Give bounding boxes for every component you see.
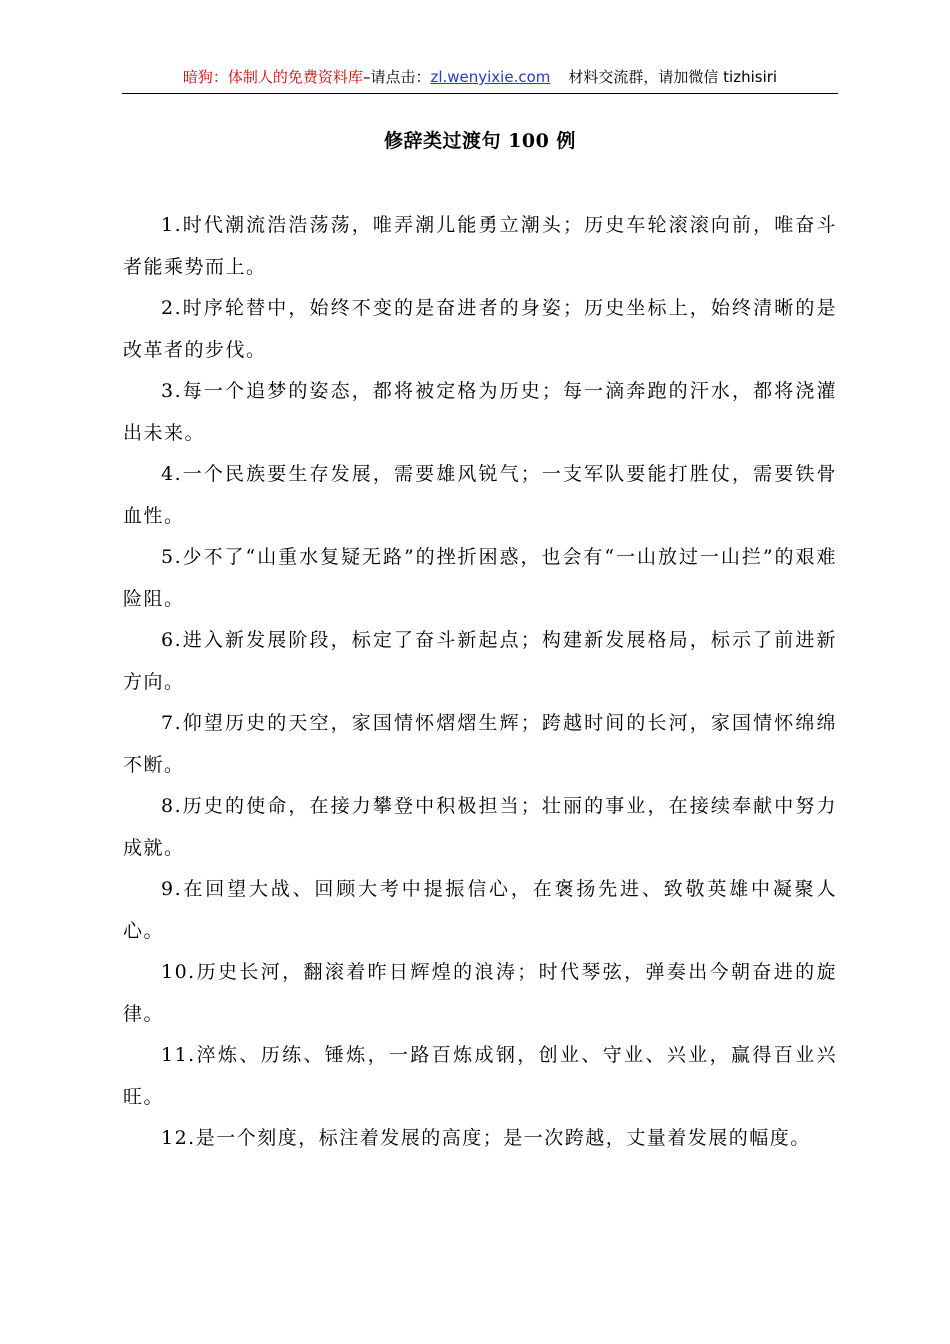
document-body (123, 205, 837, 1160)
paragraph: 10.历史长河，翻滚着昨日辉煌的浪涛；时代琴弦，弹奏出今朝奋进的旋律。 (123, 961, 837, 1025)
paragraph: 6.进入新发展阶段，标定了奋斗新起点；构建新发展格局，标示了前进新方向。 (123, 629, 837, 693)
page-header (122, 66, 838, 94)
header-contact: 材料交流群，请加微信 tizhisiri (568, 68, 778, 86)
header-brand: 暗狗：体制人的免费资料库 (182, 68, 363, 86)
paragraph: 1.时代潮流浩浩荡荡，唯弄潮儿能勇立潮头；历史车轮滚滚向前，唯奋斗者能乘势而上。 (123, 214, 837, 278)
paragraph: 8.历史的使命，在接力攀登中积极担当；壮丽的事业，在接续奉献中努力成就。 (123, 795, 837, 859)
header-prompt: –请点击： (362, 68, 431, 86)
paragraph: 11.淬炼、历练、锤炼，一路百炼成钢，创业、守业、兴业，赢得百业兴旺。 (123, 1044, 837, 1108)
paragraph: 4.一个民族要生存发展，需要雄风锐气；一支军队要能打胜仗，需要铁骨血性。 (123, 463, 837, 527)
paragraph: 2.时序轮替中，始终不变的是奋进者的身姿；历史坐标上，始终清晰的是改革者的步伐。 (123, 297, 837, 361)
paragraph: 3.每一个追梦的姿态，都将被定格为历史；每一滴奔跑的汗水，都将浇灌出未来。 (123, 380, 837, 444)
header-link[interactable]: zl.wenyixie.com (430, 68, 551, 86)
paragraph: 9.在回望大战、回顾大考中提振信心，在褒扬先进、致敬英雄中凝聚人心。 (123, 878, 837, 942)
paragraph: 7.仰望历史的天空，家国情怀熠熠生辉；跨越时间的长河，家国情怀绵绵不断。 (123, 712, 837, 776)
paragraph: 5.少不了“山重水复疑无路”的挫折困惑，也会有“一山放过一山拦”的艰难险阻。 (123, 546, 837, 610)
document-title: 修辞类过渡句 100 例 (384, 130, 576, 152)
paragraph: 12.是一个刻度，标注着发展的高度；是一次跨越，丈量着发展的幅度。 (161, 1127, 811, 1149)
